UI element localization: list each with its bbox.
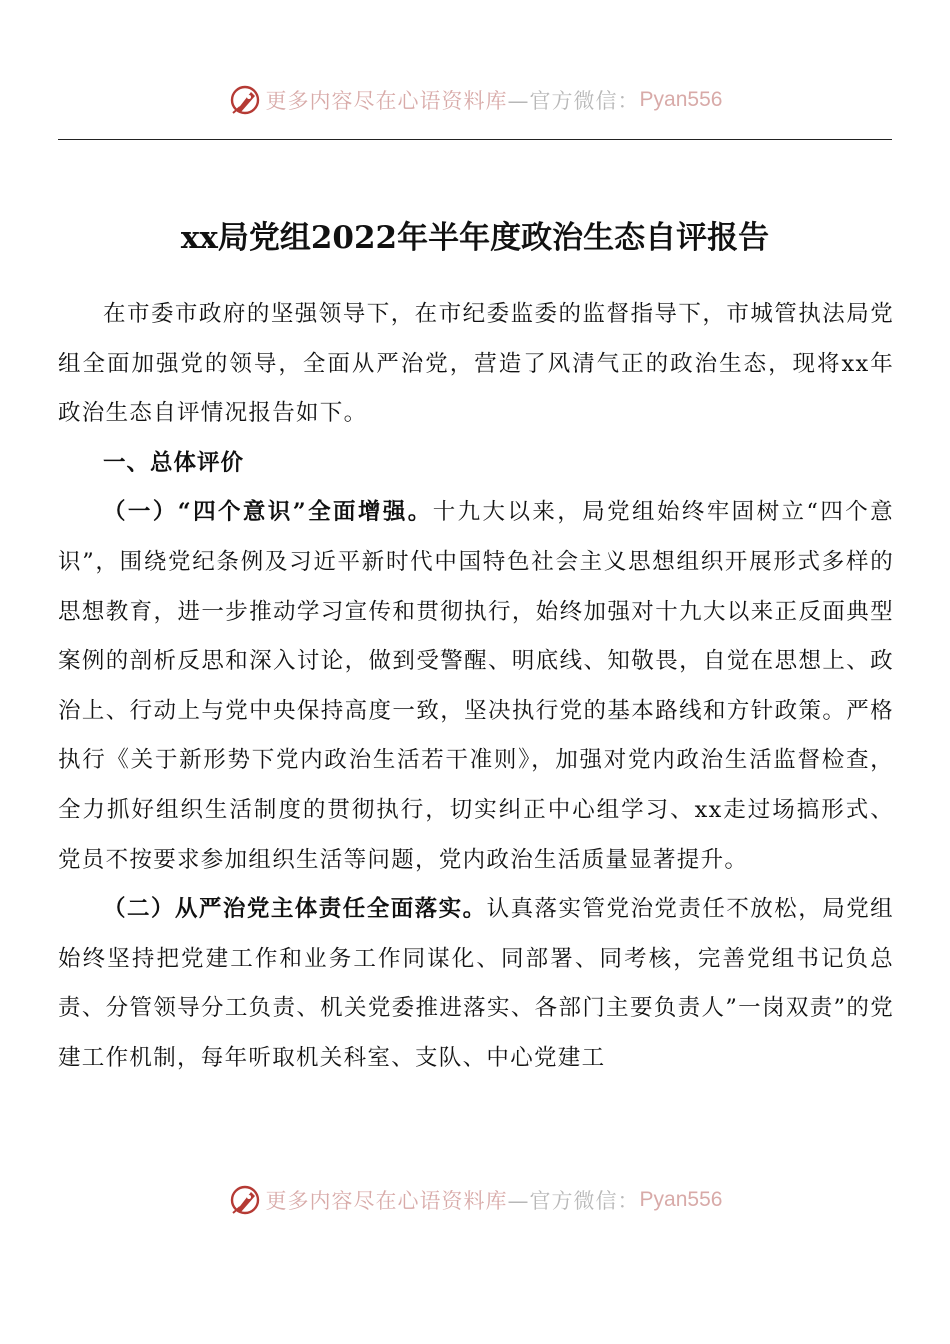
intro-paragraph: 在市委市政府的坚强领导下，在市纪委监委的监督指导下，市城管执法局党组全面加强党的领导，全面从严治党，营造了风清气正的政治生态，现将xx年政治生态自评情况报告如下。 [58, 301, 894, 427]
document-body [58, 290, 894, 1084]
watermark-library-text: 更多内容尽在心语资料库 [265, 89, 508, 113]
header-watermark [0, 80, 950, 120]
paragraph-lead-bold: （一）“四个意识”全面增强。 [103, 499, 433, 526]
pen-nib-logo-icon [228, 83, 262, 117]
watermark-wechat-id: Pyan556 [639, 88, 723, 111]
watermark-wechat-label: —官方微信： [507, 89, 640, 113]
paragraph-text: 十九大以来，局党组始终牢固树立“四个意识”，围绕党纪条例及习近平新时代中国特色社会主义思想组织开展形式多样的思想教育，进一步推动学习宣传和贯彻执行，始终加强对十九大以来正反面典型案例的剖析反思和深入讨论，做到受警醒、明底线、知敬畏，自觉在思想上、政治上、行动上与党中央保持高度一致，坚决执行党的基本路线和方针政策。严格执行《关于新形势下党内政治生活若干准则》，加强对党内政治生活监督检查，全力抓好组织生活制度的贯彻执行，切实纠正中心组学习、xx走过场搞形式、党员不按要求参加组织生活等问题，党内政治生活质量显著提升。 [58, 499, 894, 873]
footer-watermark [0, 1180, 950, 1220]
paragraph-text: 认真落实管党治党责任不放松，局党组始终坚持把党建工作和业务工作同谋化、同部署、同考核，完善党组书记负总责、分管领导分工负责、机关党委推进落实、各部门主要负责人”一岗双责”的党建工作机制，每年听取机关科室、支队、中心党建工 [58, 896, 894, 1071]
paragraph-lead-bold: （二）从严治党主体责任全面落实。 [103, 896, 487, 923]
paragraph-four-consciousness [58, 488, 894, 885]
section-heading-overall-evaluation: 一、总体评价 [103, 449, 245, 476]
pen-nib-logo-icon [228, 1183, 262, 1217]
document-title: xx局党组2022年半年度政治生态自评报告 [180, 220, 770, 256]
header-divider [58, 139, 892, 140]
watermark-wechat-id: Pyan556 [639, 1188, 723, 1211]
paragraph-strict-governance [58, 885, 894, 1083]
watermark-wechat-label: —官方微信： [507, 1189, 640, 1213]
watermark-library-text: 更多内容尽在心语资料库 [265, 1189, 508, 1213]
